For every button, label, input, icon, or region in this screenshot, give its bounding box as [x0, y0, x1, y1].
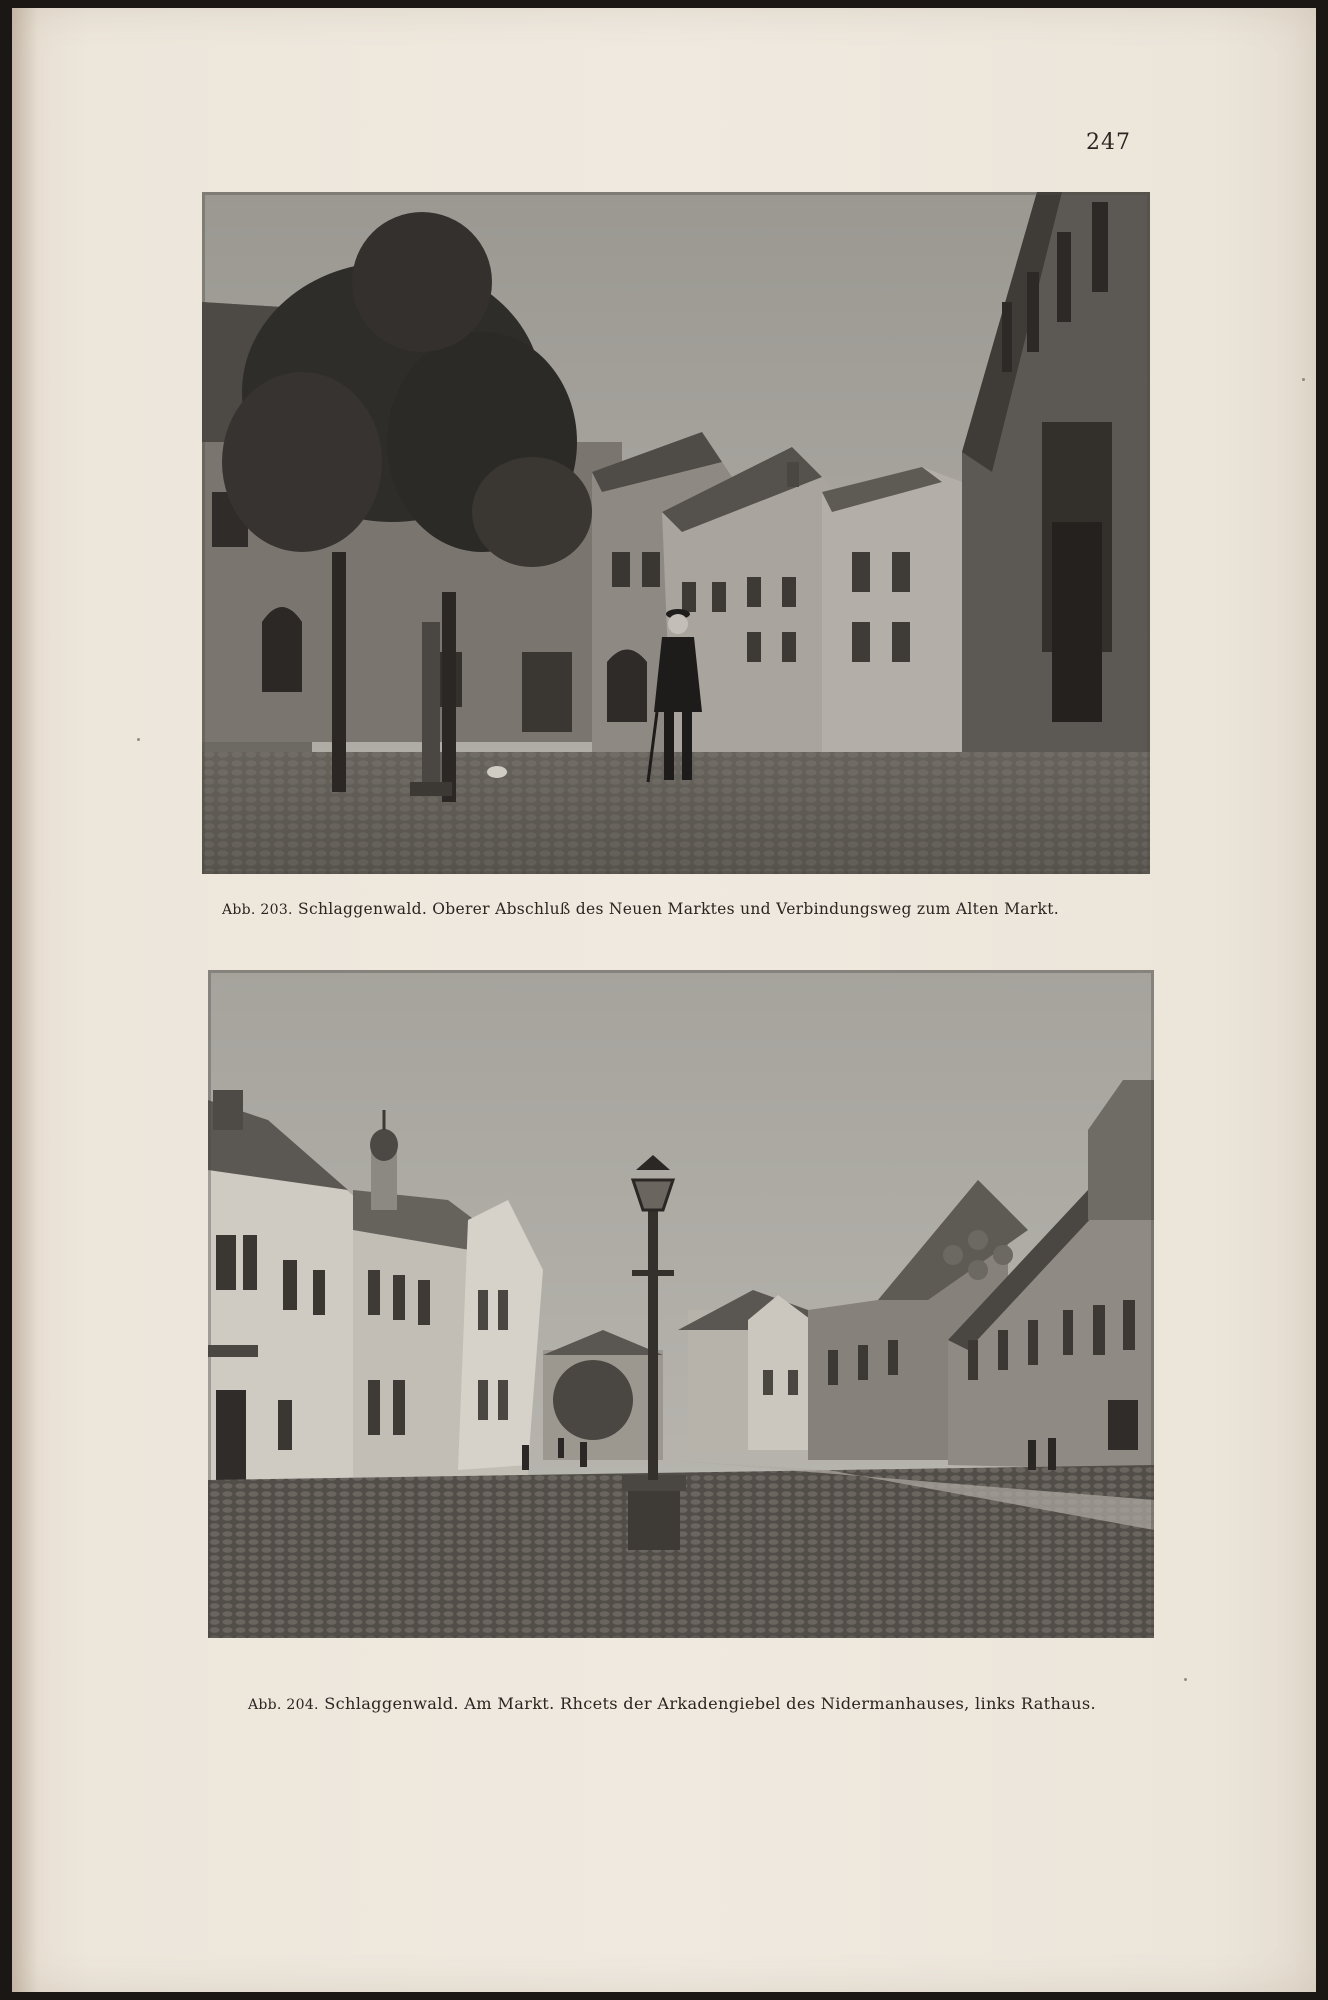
figure-204-caption	[248, 1694, 1096, 1713]
figure-203-caption-text: Schlaggenwald. Oberer Abschluß des Neuen Marktes und Verbindungsweg zum Alten Markt.	[298, 900, 1060, 918]
book-page	[12, 8, 1316, 1992]
figure-203-photograph	[202, 192, 1150, 874]
paper-speck	[137, 738, 140, 741]
figure-204-illustration	[208, 970, 1154, 1638]
paper-speck	[1184, 1678, 1187, 1681]
figure-203-caption	[222, 900, 1059, 918]
page-gutter-shadow	[12, 8, 38, 1992]
figure-204-photograph	[208, 970, 1154, 1638]
figure-204-number: Abb. 204.	[248, 1697, 319, 1713]
paper-speck	[1302, 378, 1305, 381]
page-number: 247	[1086, 130, 1131, 155]
figure-204-caption-text: Schlaggenwald. Am Markt. Rhcets der Arkadengiebel des Nidermanhauses, links Rathaus.	[324, 1694, 1096, 1713]
figure-203-number: Abb. 203.	[222, 902, 293, 918]
figure-203-illustration	[202, 192, 1150, 874]
